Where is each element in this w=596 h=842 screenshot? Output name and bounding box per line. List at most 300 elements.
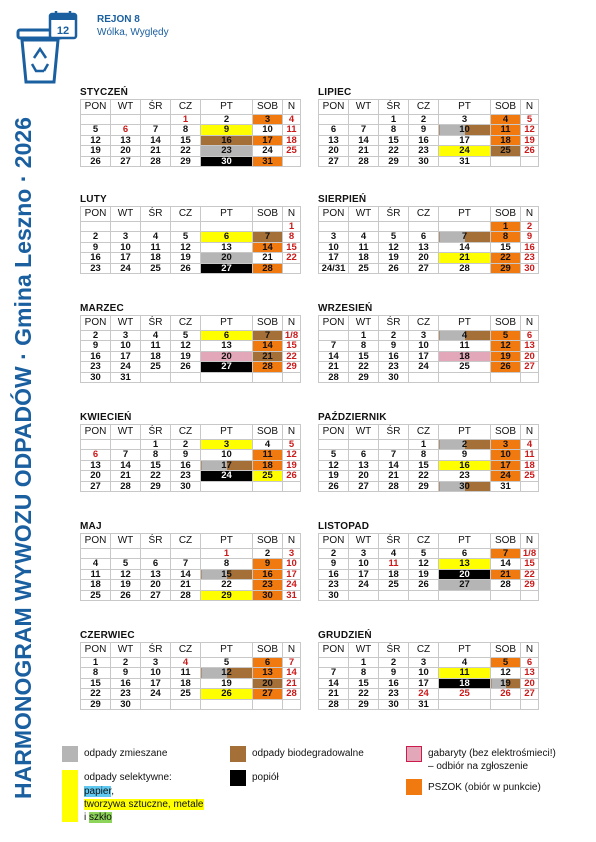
calendar-day: 2 xyxy=(81,232,111,242)
calendar-day: 25 xyxy=(141,263,171,273)
calendar-day: 23 xyxy=(111,689,141,699)
month-name: STYCZEŃ xyxy=(80,87,129,98)
calendar-day: 25 xyxy=(171,689,201,699)
calendar-day: 6 xyxy=(253,658,283,668)
calendar-day: 17 xyxy=(491,460,521,470)
weekday-header: PT xyxy=(201,316,253,331)
calendar-day: 22 xyxy=(141,471,171,481)
calendar-day: 3 xyxy=(319,232,349,242)
legend-selective-plastics-line xyxy=(84,799,204,811)
calendar-day: 30 xyxy=(253,590,283,600)
calendar-day: 12 xyxy=(171,341,201,351)
weekday-header: ŚR xyxy=(141,643,171,658)
legend-selective-paper-line: papier, xyxy=(84,786,115,797)
calendar-day: 21 xyxy=(111,471,141,481)
calendar-day: 6 xyxy=(141,559,171,569)
calendar-day: 21 xyxy=(283,678,301,688)
weekday-header: WT xyxy=(349,316,379,331)
calendar-day: 12 xyxy=(283,450,301,460)
weekday-header-row xyxy=(81,643,301,658)
calendar-day: 15 xyxy=(283,242,301,252)
calendar-day: 8 xyxy=(141,450,171,460)
calendar-day: 29 xyxy=(171,156,201,166)
calendar-day: 28 xyxy=(253,362,283,372)
calendar-day: 28 xyxy=(349,156,379,166)
month-calendar-table xyxy=(318,99,539,167)
calendar-day: 2 xyxy=(171,440,201,450)
week-row xyxy=(319,658,539,668)
calendar-day: 2 xyxy=(379,658,409,668)
calendar-day: 5 xyxy=(319,450,349,460)
calendar-day: 4 xyxy=(491,115,521,125)
logo xyxy=(10,8,82,88)
calendar-day: 8 xyxy=(491,232,521,242)
legend-glass: szkło xyxy=(89,812,112,823)
calendar-day: 4 xyxy=(521,440,539,450)
week-row xyxy=(319,668,539,678)
calendar-day xyxy=(379,590,409,600)
week-row xyxy=(81,668,301,678)
weekday-header: ŚR xyxy=(141,100,171,115)
week-row xyxy=(81,580,301,590)
calendar-day xyxy=(409,372,439,382)
calendar-day: 30 xyxy=(439,481,491,491)
calendar-day: 16 xyxy=(253,569,283,579)
month-block xyxy=(80,629,300,710)
calendar-day: 21 xyxy=(319,362,349,372)
weekday-header: PON xyxy=(81,534,111,549)
calendar-day: 26 xyxy=(491,362,521,372)
month-name: LUTY xyxy=(80,194,107,205)
month-name: WRZESIEŃ xyxy=(318,303,373,314)
legend-ash: popiół xyxy=(252,772,279,783)
calendar-day: 26 xyxy=(201,689,253,699)
legend-swatch-selective xyxy=(62,770,78,822)
month-calendar-table xyxy=(318,642,539,710)
week-row xyxy=(319,678,539,688)
calendar-day xyxy=(111,549,141,559)
week-row xyxy=(319,146,539,156)
calendar-day: 28 xyxy=(319,699,349,709)
week-row xyxy=(81,372,301,382)
calendar-day: 13 xyxy=(521,668,539,678)
calendar-day: 12 xyxy=(171,242,201,252)
calendar-day: 6 xyxy=(521,331,539,341)
calendar-day: 23 xyxy=(379,689,409,699)
calendar-day: 27 xyxy=(521,689,539,699)
calendar-day: 10 xyxy=(439,125,491,135)
calendar-day: 14 xyxy=(379,460,409,470)
calendar-day xyxy=(349,115,379,125)
calendar-day: 26 xyxy=(171,263,201,273)
calendar-day xyxy=(491,156,521,166)
calendar-day: 4 xyxy=(171,658,201,668)
month-block xyxy=(318,629,538,710)
week-row xyxy=(81,232,301,242)
weekday-header: N xyxy=(521,534,539,549)
calendar-day: 5 xyxy=(409,549,439,559)
calendar-day: 8 xyxy=(283,232,301,242)
calendar-day xyxy=(283,481,301,491)
calendar-day: 11 xyxy=(283,125,301,135)
calendar-day: 15 xyxy=(379,135,409,145)
calendar-day: 12 xyxy=(201,668,253,678)
month-block xyxy=(80,302,300,383)
calendar-day: 30 xyxy=(171,481,201,491)
calendar-day: 29 xyxy=(349,372,379,382)
legend-plastics: tworzywa sztuczne, metale xyxy=(84,799,204,810)
calendar-day: 25 xyxy=(253,471,283,481)
calendar-day: 4 xyxy=(439,658,491,668)
calendar-day: 30 xyxy=(319,590,349,600)
week-row xyxy=(81,559,301,569)
week-row xyxy=(319,242,539,252)
calendar-day: 23 xyxy=(201,146,253,156)
weekday-header: ŚR xyxy=(379,207,409,222)
weekday-header: SOB xyxy=(491,534,521,549)
calendar-day: 9 xyxy=(319,559,349,569)
calendar-day: 16 xyxy=(409,135,439,145)
weekday-header: CZ xyxy=(409,100,439,115)
calendar-day: 31 xyxy=(409,699,439,709)
calendar-day: 27 xyxy=(439,580,491,590)
month-block xyxy=(318,520,538,601)
calendar-day: 15 xyxy=(171,135,201,145)
recycling-bin-calendar-icon xyxy=(10,8,82,88)
calendar-day xyxy=(201,372,253,382)
weekday-header: SOB xyxy=(253,207,283,222)
calendar-day: 14 xyxy=(319,351,349,361)
calendar-day: 6 xyxy=(319,125,349,135)
calendar-day: 2 xyxy=(379,331,409,341)
calendar-day: 16 xyxy=(379,351,409,361)
weekday-header: WT xyxy=(111,207,141,222)
calendar-day xyxy=(379,222,409,232)
calendar-day: 14 xyxy=(253,341,283,351)
calendar-day: 10 xyxy=(409,668,439,678)
month-block xyxy=(80,86,300,167)
calendar-day: 11 xyxy=(379,559,409,569)
calendar-day: 22 xyxy=(349,362,379,372)
calendar-day: 22 xyxy=(349,689,379,699)
month-calendar-table xyxy=(318,206,539,274)
calendar-day xyxy=(349,440,379,450)
calendar-day: 22 xyxy=(491,253,521,263)
week-row xyxy=(319,341,539,351)
calendar-day: 9 xyxy=(379,341,409,351)
calendar-day: 2 xyxy=(81,331,111,341)
calendar-day: 26 xyxy=(111,590,141,600)
calendar-day: 29 xyxy=(409,481,439,491)
calendar-day: 23 xyxy=(409,146,439,156)
calendar-day xyxy=(319,658,349,668)
calendar-day xyxy=(141,549,171,559)
weekday-header: CZ xyxy=(409,316,439,331)
weekday-header: ŚR xyxy=(379,534,409,549)
calendar-day: 20 xyxy=(141,580,171,590)
calendar-day: 26 xyxy=(81,156,111,166)
calendar-day: 18 xyxy=(171,678,201,688)
calendar-day: 13 xyxy=(439,559,491,569)
calendar-day: 11 xyxy=(439,668,491,678)
calendar-day: 20 xyxy=(201,351,253,361)
week-row xyxy=(81,658,301,668)
calendar-day: 31 xyxy=(283,590,301,600)
calendar-day: 6 xyxy=(201,232,253,242)
weekday-header: SOB xyxy=(253,316,283,331)
week-row xyxy=(81,549,301,559)
calendar-day: 31 xyxy=(439,156,491,166)
month-name: GRUDZIEŃ xyxy=(318,630,372,641)
weekday-header: N xyxy=(283,316,301,331)
week-row xyxy=(319,125,539,135)
calendar-day: 14 xyxy=(141,135,171,145)
weekday-header: PON xyxy=(81,643,111,658)
month-block xyxy=(318,302,538,383)
calendar-day: 31 xyxy=(111,372,141,382)
weekday-header: ŚR xyxy=(379,643,409,658)
calendar-day: 10 xyxy=(409,341,439,351)
calendar-day: 9 xyxy=(379,668,409,678)
weekday-header: ŚR xyxy=(141,207,171,222)
legend-paper: papier xyxy=(84,786,112,797)
calendar-day: 3 xyxy=(491,440,521,450)
calendar-day: 23 xyxy=(439,471,491,481)
week-row xyxy=(81,471,301,481)
region-places: Wólka, Wyględy xyxy=(97,27,169,38)
calendar-day: 30 xyxy=(379,699,409,709)
weekday-header: WT xyxy=(349,100,379,115)
calendar-day xyxy=(521,699,539,709)
calendar-day: 9 xyxy=(439,450,491,460)
calendar-day xyxy=(521,481,539,491)
weekday-header: CZ xyxy=(171,316,201,331)
calendar-day: 19 xyxy=(491,351,521,361)
calendar-day: 21 xyxy=(319,689,349,699)
calendar-day: 26 xyxy=(521,146,539,156)
calendar-day: 28 xyxy=(379,481,409,491)
calendar-day xyxy=(379,440,409,450)
calendar-day: 5 xyxy=(171,331,201,341)
calendar-day: 18 xyxy=(283,135,301,145)
week-row xyxy=(81,125,301,135)
month-calendar-table xyxy=(80,315,301,383)
calendar-day: 20 xyxy=(81,471,111,481)
calendar-day: 22 xyxy=(379,146,409,156)
weekday-header: PT xyxy=(201,207,253,222)
weekday-header: N xyxy=(521,316,539,331)
week-row xyxy=(319,450,539,460)
weekday-header: WT xyxy=(349,207,379,222)
calendar-day: 15 xyxy=(349,351,379,361)
calendar-day: 10 xyxy=(349,559,379,569)
calendar-day: 24 xyxy=(409,689,439,699)
weekday-header: PT xyxy=(201,643,253,658)
calendar-day: 1/8 xyxy=(283,331,301,341)
calendar-day: 2 xyxy=(201,115,253,125)
calendar-day: 5 xyxy=(111,559,141,569)
week-row xyxy=(81,146,301,156)
calendar-day: 4 xyxy=(253,440,283,450)
calendar-day: 18 xyxy=(491,135,521,145)
calendar-day: 3 xyxy=(349,549,379,559)
weekday-header: ŚR xyxy=(379,425,409,440)
week-row xyxy=(81,460,301,470)
calendar-day: 7 xyxy=(491,549,521,559)
weekday-header-row xyxy=(81,425,301,440)
weekday-header: PON xyxy=(81,425,111,440)
calendar-day: 25 xyxy=(521,471,539,481)
calendar-day: 17 xyxy=(349,569,379,579)
week-row xyxy=(81,135,301,145)
calendar-day xyxy=(491,699,521,709)
calendar-day: 24 xyxy=(111,263,141,273)
weekday-header: PT xyxy=(201,100,253,115)
weekday-header: CZ xyxy=(409,207,439,222)
month-calendar-table xyxy=(80,206,301,274)
week-row xyxy=(319,699,539,709)
calendar-day: 6 xyxy=(521,658,539,668)
week-row xyxy=(81,115,301,125)
calendar-day: 3 xyxy=(409,331,439,341)
weekday-header-row xyxy=(81,534,301,549)
week-row xyxy=(319,156,539,166)
calendar-day: 22 xyxy=(521,569,539,579)
calendar-day: 3 xyxy=(201,440,253,450)
calendar-day: 13 xyxy=(253,668,283,678)
weekday-header: N xyxy=(521,100,539,115)
weekday-header: ŚR xyxy=(141,316,171,331)
calendar-day: 1 xyxy=(349,331,379,341)
week-row xyxy=(319,559,539,569)
calendar-day: 11 xyxy=(141,341,171,351)
calendar-day: 23 xyxy=(81,263,111,273)
week-row xyxy=(81,440,301,450)
calendar-day: 25 xyxy=(439,362,491,372)
legend-swatch-ash xyxy=(230,770,246,786)
week-row xyxy=(319,362,539,372)
calendar-day: 2 xyxy=(253,549,283,559)
week-row xyxy=(319,263,539,273)
calendar-day: 11 xyxy=(439,341,491,351)
month-block xyxy=(318,86,538,167)
calendar-day xyxy=(283,699,301,709)
calendar-day: 5 xyxy=(171,232,201,242)
calendar-day: 16 xyxy=(81,253,111,263)
calendar-day xyxy=(409,590,439,600)
weekday-header: PT xyxy=(439,643,491,658)
calendar-day: 7 xyxy=(171,559,201,569)
legend-mixed: odpady zmieszane xyxy=(84,748,168,759)
calendar-day: 21 xyxy=(439,253,491,263)
calendar-day: 4 xyxy=(283,115,301,125)
calendar-day: 20 xyxy=(439,569,491,579)
calendar-day: 6 xyxy=(349,450,379,460)
calendar-day: 18 xyxy=(253,460,283,470)
calendar-day: 15 xyxy=(349,678,379,688)
calendar-day: 5 xyxy=(283,440,301,450)
calendar-day: 7 xyxy=(319,668,349,678)
calendar-day: 24 xyxy=(409,362,439,372)
calendar-day: 31 xyxy=(253,156,283,166)
calendar-day: 6 xyxy=(81,450,111,460)
calendar-day xyxy=(171,699,201,709)
week-row xyxy=(319,580,539,590)
calendar-day: 17 xyxy=(253,135,283,145)
calendar-day: 4 xyxy=(349,232,379,242)
calendar-day: 3 xyxy=(283,549,301,559)
calendar-day: 20 xyxy=(521,678,539,688)
week-row xyxy=(319,590,539,600)
calendar-day: 16 xyxy=(81,351,111,361)
calendar-day xyxy=(111,440,141,450)
week-row xyxy=(81,678,301,688)
month-name: PAŹDZIERNIK xyxy=(318,412,387,423)
calendar-day: 21 xyxy=(349,146,379,156)
weekday-header: N xyxy=(521,425,539,440)
calendar-day: 3 xyxy=(253,115,283,125)
weekday-header: CZ xyxy=(409,534,439,549)
calendar-day xyxy=(439,699,491,709)
calendar-day: 27 xyxy=(111,156,141,166)
calendar-day: 29 xyxy=(201,590,253,600)
week-row xyxy=(81,481,301,491)
calendar-day xyxy=(491,590,521,600)
calendar-day: 28 xyxy=(283,689,301,699)
calendar-day: 15 xyxy=(81,678,111,688)
calendar-day xyxy=(349,222,379,232)
calendar-day: 10 xyxy=(319,242,349,252)
calendar-day: 19 xyxy=(521,135,539,145)
weekday-header: PON xyxy=(319,316,349,331)
calendar-day: 25 xyxy=(439,689,491,699)
weekday-header: CZ xyxy=(171,643,201,658)
calendar-day xyxy=(409,222,439,232)
weekday-header: PT xyxy=(439,534,491,549)
calendar-day xyxy=(201,699,253,709)
calendar-day xyxy=(171,372,201,382)
calendar-day: 8 xyxy=(171,125,201,135)
calendar-day: 20 xyxy=(349,471,379,481)
month-calendar-table xyxy=(80,533,301,601)
calendar-day xyxy=(319,440,349,450)
week-row xyxy=(81,590,301,600)
calendar-day: 15 xyxy=(491,242,521,252)
weekday-header: ŚR xyxy=(141,425,171,440)
week-row xyxy=(319,115,539,125)
calendar-day: 4 xyxy=(141,331,171,341)
calendar-day: 17 xyxy=(201,460,253,470)
month-calendar-table xyxy=(318,533,539,601)
calendar-day: 9 xyxy=(171,450,201,460)
calendar-day: 16 xyxy=(319,569,349,579)
calendar-day: 4 xyxy=(81,559,111,569)
calendar-day: 15 xyxy=(521,559,539,569)
calendar-day: 28 xyxy=(111,481,141,491)
region-info xyxy=(97,13,169,39)
calendar-day: 14 xyxy=(349,135,379,145)
calendar-day: 18 xyxy=(521,460,539,470)
calendar-day xyxy=(439,222,491,232)
calendar-day: 15 xyxy=(409,460,439,470)
month-calendar-table xyxy=(80,424,301,492)
calendar-day: 27 xyxy=(349,481,379,491)
calendar-day: 7 xyxy=(141,125,171,135)
calendar-day: 28 xyxy=(439,263,491,273)
month-name: LISTOPAD xyxy=(318,521,370,532)
calendar-day: 19 xyxy=(283,460,301,470)
weekday-header: PON xyxy=(319,643,349,658)
